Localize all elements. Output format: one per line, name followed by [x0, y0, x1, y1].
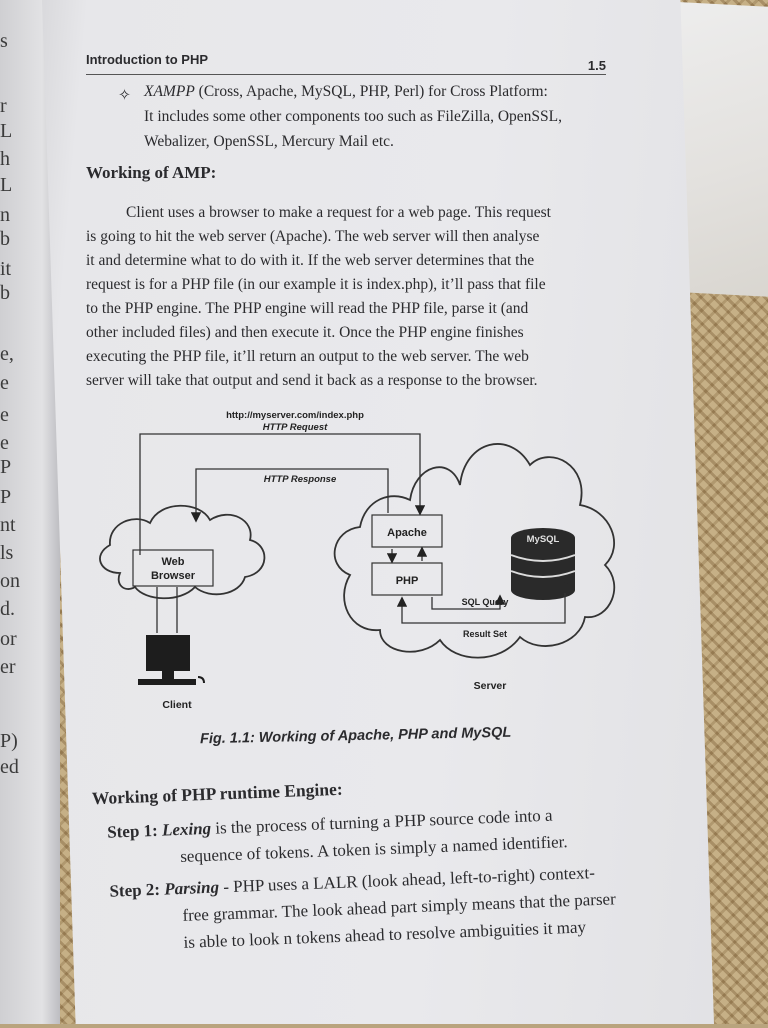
- bullet-icon: ✧: [118, 87, 131, 104]
- left-page-fragment: it: [0, 258, 12, 280]
- left-page-fragment: er: [0, 656, 16, 678]
- xampp-line-3: Webalizer, OpenSSL, Mercury Mail etc.: [144, 133, 394, 150]
- left-page-fragment: d.: [0, 598, 15, 620]
- left-page-fragment: e: [0, 432, 9, 454]
- request-url-label: http://myserver.com/index.php: [226, 410, 364, 421]
- left-page-fragment: e: [0, 372, 9, 394]
- left-page-fragment: b: [0, 282, 10, 304]
- mysql-label: MySQL: [526, 534, 560, 545]
- step2-label: Step 2:: [109, 879, 161, 901]
- left-page-fragment: ed: [0, 756, 19, 778]
- page-number: 1.5: [587, 58, 606, 73]
- left-page-fragment: r: [0, 95, 7, 117]
- amp-heading: Working of AMP:: [86, 163, 217, 182]
- step1-term: Lexing: [161, 818, 212, 840]
- amp-line-8: server will take that output and send it back as a response to the browser.: [86, 372, 538, 389]
- amp-line-6: other included files) and then execute it. Once the PHP engine finishes: [86, 324, 524, 341]
- amp-line-4: request is for a PHP file (in our example it is index.php), it’ll pass that file: [86, 276, 546, 293]
- sql-query-label: SQL Query: [461, 597, 509, 607]
- left-page-fragment: h: [0, 148, 10, 170]
- server-label: Server: [473, 680, 507, 692]
- step2-line-2: free grammar. The look ahead part simply means that the parser: [182, 889, 617, 925]
- amp-line-7: executing the PHP file, it’ll return an output to the web server. The web: [86, 348, 529, 365]
- left-page-fragment: e: [0, 404, 9, 426]
- web-browser-label-line2: Browser: [150, 570, 196, 582]
- xampp-line-2: It includes some other components too such as FileZilla, OpenSSL,: [144, 108, 563, 125]
- amp-line-1: Client uses a browser to make a request for a web page. This request: [126, 204, 551, 221]
- left-page-fragment: ls: [0, 542, 14, 564]
- header-title: Introduction to PHP: [86, 52, 209, 67]
- xampp-line-1-text: (Cross, Apache, MySQL, PHP, Perl) for Cross Platform:: [194, 83, 548, 100]
- amp-line-3: it and determine what to do with it. If the web server determines that the: [86, 252, 535, 269]
- web-browser-label-line1: Web: [161, 556, 185, 568]
- xampp-term: XAMPP: [144, 83, 195, 100]
- left-page-fragment: nt: [0, 514, 16, 536]
- left-page-fragment: or: [0, 628, 17, 650]
- runtime-heading: Working of PHP runtime Engine:: [91, 778, 343, 809]
- left-page-fragment: L: [0, 120, 13, 142]
- left-page-fragment: L: [0, 174, 13, 196]
- step1-line-2: sequence of tokens. A token is simply a named identifier.: [179, 832, 568, 866]
- php-label: PHP: [395, 575, 419, 587]
- client-label: Client: [162, 699, 192, 711]
- step2-term: Parsing: [163, 877, 220, 899]
- http-response-label: HTTP Response: [263, 474, 337, 485]
- step2-line-1-text: - PHP uses a LALR (look ahead, left-to-right) context-: [218, 863, 596, 897]
- step1-line-1-text: is the process of turning a PHP source code into a: [210, 805, 553, 838]
- left-page-fragment: P: [0, 456, 12, 478]
- http-request-label: HTTP Request: [262, 422, 328, 433]
- step2-line-3: is able to look n tokens ahead to resolve ambiguities it may: [183, 917, 587, 952]
- figure-caption: Fig. 1.1: Working of Apache, PHP and MySQL: [199, 724, 512, 748]
- result-set-label: Result Set: [462, 629, 508, 639]
- left-page-fragment: on: [0, 570, 20, 592]
- left-page-fragment: s: [0, 30, 8, 52]
- left-page-fragment: e,: [0, 343, 14, 365]
- step1-label: Step 1:: [106, 820, 159, 842]
- left-page-fragment: P: [0, 486, 12, 508]
- amp-line-2: is going to hit the web server (Apache). The web server will then analyse: [86, 228, 540, 245]
- left-page-fragment: n: [0, 204, 10, 226]
- apache-label: Apache: [387, 527, 427, 539]
- amp-line-5: to the PHP engine. The PHP engine will read the PHP file, parse it (and: [86, 300, 529, 317]
- left-page-fragment: P): [0, 730, 18, 752]
- left-page-fragment: b: [0, 228, 10, 250]
